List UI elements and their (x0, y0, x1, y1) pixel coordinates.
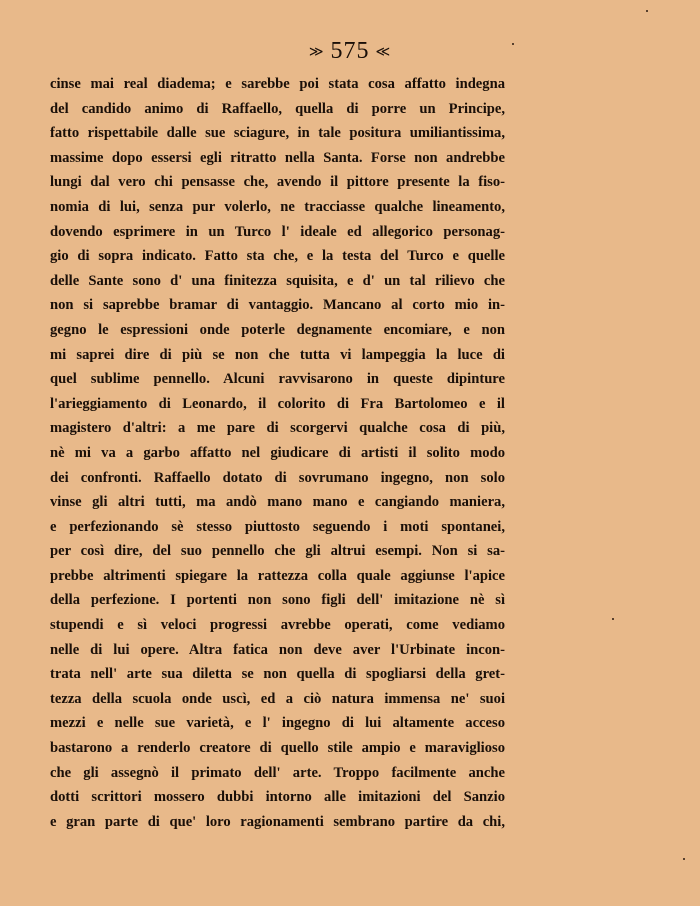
text-line: della perfezione. I portenti non sono figli dell' imitazione nè sì (50, 592, 505, 609)
text-line: cinse mai real diadema; e sarebbe poi stata cosa affatto indegna (50, 76, 505, 92)
text-line: stupendi e sì veloci progressi avrebbe operati, come vediamo (50, 617, 505, 634)
text-line: quel sublime pennello. Alcuni ravvisarono in queste dipinture (50, 371, 505, 388)
body-text (50, 72, 505, 834)
text-line: prebbe altrimenti spiegare la rattezza colla quale aggiunse l'apice (50, 567, 505, 584)
text-line: per così dire, del suo pennello che gli altrui esempi. Non si sa- (50, 543, 505, 560)
text-line: vinse gli altri tutti, ma andò mano mano e cangiando maniera, (50, 494, 505, 511)
text-line: non si saprebbe bramar di vantaggio. Mancano al corto mio in- (50, 297, 505, 314)
text-line: che gli assegnò il primato dell' arte. Troppo facilmente anche (50, 764, 505, 781)
text-line: fatto rispettabile dalle sue sciagure, in tale positura umiliantissima, (50, 125, 505, 142)
text-line: lungi dal vero chi pensasse che, avendo il pittore presente la fiso- (50, 174, 505, 191)
text-line: dovendo esprimere in un Turco l' ideale ed allegorico personag- (50, 223, 505, 240)
ink-speck (512, 43, 514, 45)
ornament-left: ≫ (308, 44, 325, 60)
text-line: dei confronti. Raffaello dotato di sovrumano ingegno, non solo (50, 469, 505, 486)
text-line: mezzi e nelle sue varietà, e l' ingegno di lui altamente acceso (50, 715, 505, 732)
text-line: e gran parte di que' loro ragionamenti sembrano partire da chi, (50, 813, 505, 830)
text-line: dotti scrittori mossero dubbi intorno alle imitazioni del Sanzio (50, 789, 505, 806)
text-line: trata nell' arte sua diletta se non quella di spogliarsi della gret- (50, 666, 505, 683)
text-line: bastarono a renderlo creatore di quello stile ampio e maraviglioso (50, 740, 505, 757)
text-line: gegno le espressioni onde poterle degnamente encomiare, e non (50, 321, 505, 338)
ink-speck (612, 618, 614, 620)
text-line: l'arieggiamento di Leonardo, il colorito di Fra Bartolomeo e il (50, 395, 505, 412)
text-line: delle Sante sono d' una finitezza squisita, e d' un tal rilievo che (50, 272, 505, 289)
text-line: gio di sopra indicato. Fatto sta che, e la testa del Turco e quelle (50, 248, 505, 265)
ornament-right: ≪ (375, 44, 392, 60)
text-line: nomia di lui, senza pur volerlo, ne tracciasse qualche lineamento, (50, 198, 505, 215)
page-number: 575 (330, 38, 370, 64)
text-line: del candido animo di Raffaello, quella di porre un Principe, (50, 100, 505, 117)
page-header (0, 38, 700, 65)
ink-speck (683, 858, 685, 860)
text-line: mi saprei dire di più se non che tutta vi lampeggia la luce di (50, 346, 505, 363)
text-line: massime dopo essersi egli ritratto nella Santa. Forse non andrebbe (50, 149, 505, 166)
text-line: e perfezionando sè stesso piuttosto seguendo i moti spontanei, (50, 518, 505, 535)
text-line: tezza della scuola onde uscì, ed a ciò natura immensa ne' suoi (50, 690, 505, 707)
text-line: nè mi va a garbo affatto nel giudicare di artisti il solito modo (50, 444, 505, 461)
text-line: magistero d'altri: a me pare di scorgervi qualche cosa di più, (50, 420, 505, 437)
text-line: nelle di lui opere. Altra fatica non deve aver l'Urbinate incon- (50, 641, 505, 658)
ink-speck (646, 10, 648, 12)
